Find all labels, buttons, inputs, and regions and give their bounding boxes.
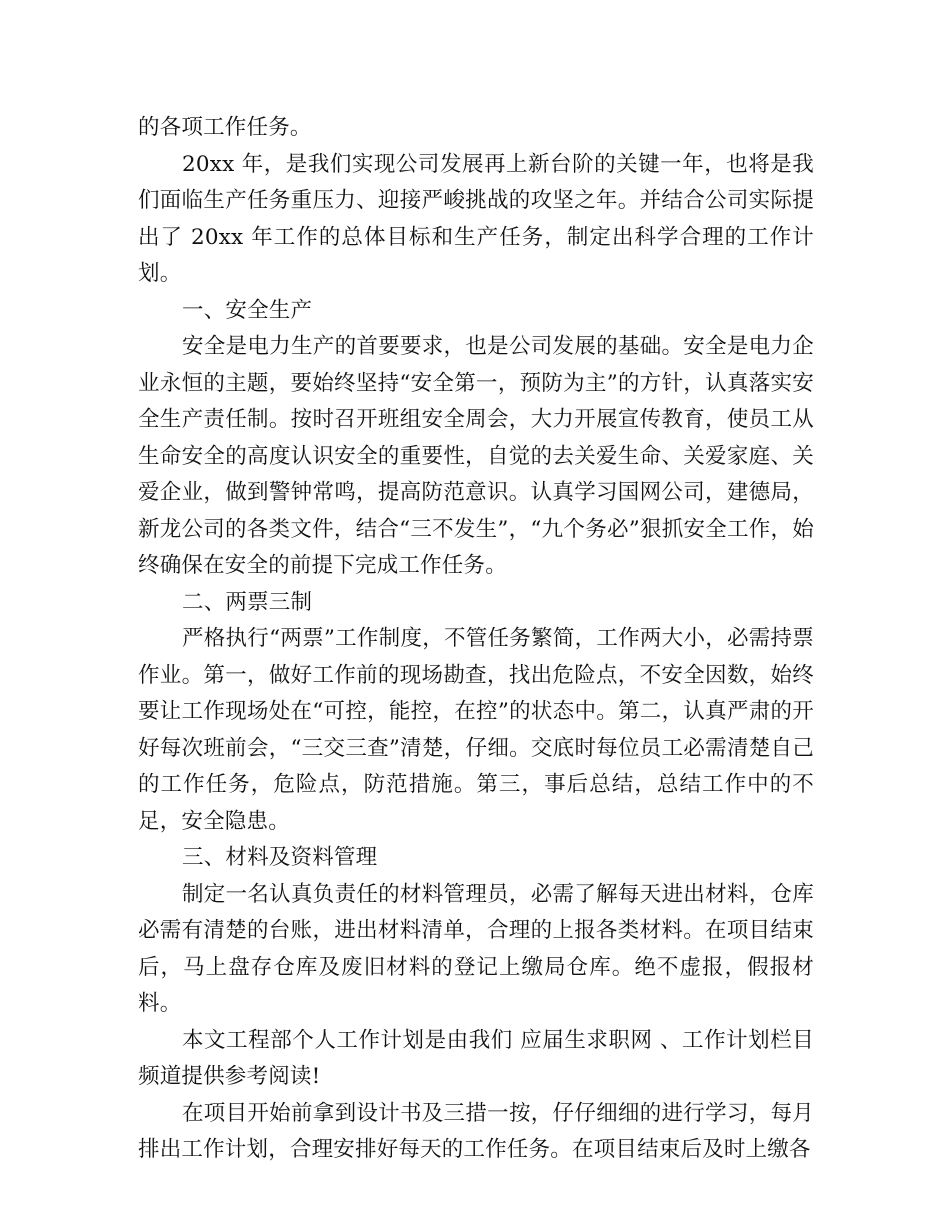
document-body	[138, 110, 814, 1169]
paragraph-intro: 20xx 年，是我们实现公司发展再上新台阶的关键一年，也将是我们面临生产任务重压力、迎接严峻挑战的攻坚之年。并结合公司实际提出了 20xx 年工作的总体目标和生产任务，制定出科学合理的工作计划。	[138, 151, 814, 286]
paragraph-continuation: 的各项工作任务。	[138, 115, 312, 140]
section-heading-two-tickets: 二、两票三制	[182, 589, 313, 615]
paragraph-materials: 制定一名认真负责任的材料管理员，必需了解每天进出材料，仓库必需有清楚的台账，进出材料清单，合理的上报各类材料。在项目结束后，马上盘存仓库及废旧材料的登记上缴局仓库。绝不虚报，假报材料。	[138, 881, 814, 1016]
paragraph-two-tickets: 严格执行“两票”工作制度，不管任务繁简，工作两大小，必需持票作业。第一，做好工作前的现场勘查，找出危险点，不安全因数，始终要让工作现场处在“可控，能控，在控”的状态中。第二，认真严肃的开好每次班前会，“三交三查”清楚，仔细。交底时每位员工必需清楚自己的工作任务，危险点，防范措施。第三，事后总结，总结工作中的不足，安全隐患。	[138, 626, 814, 834]
paragraph-project-start: 在项目开始前拿到设计书及三措一按，仔仔细细的进行学习，每月排出工作计划，合理安排好每天的工作任务。在项目结束后及时上缴各	[138, 1100, 814, 1162]
paragraph-source-note: 本文工程部个人工作计划是由我们 应届生求职网 、工作计划栏目频道提供参考阅读!	[138, 1027, 814, 1089]
paragraph-safety: 安全是电力生产的首要要求，也是公司发展的基础。安全是电力企业永恒的主题，要始终坚持“安全第一，预防为主”的方针，认真落实安全生产责任制。按时召开班组安全周会，大力开展宣传教育，使员工从生命安全的高度认识安全的重要性，自觉的去关爱生命、关爱家庭、关爱企业，做到警钟常鸣，提高防范意识。认真学习国网公司，建德局，新龙公司的各类文件，结合“三不发生”，“九个务必”狠抓安全工作，始终确保在安全的前提下完成工作任务。	[138, 334, 814, 578]
section-heading-materials: 三、材料及资料管理	[182, 845, 378, 870]
section-heading-safety: 一、安全生产	[182, 297, 313, 323]
